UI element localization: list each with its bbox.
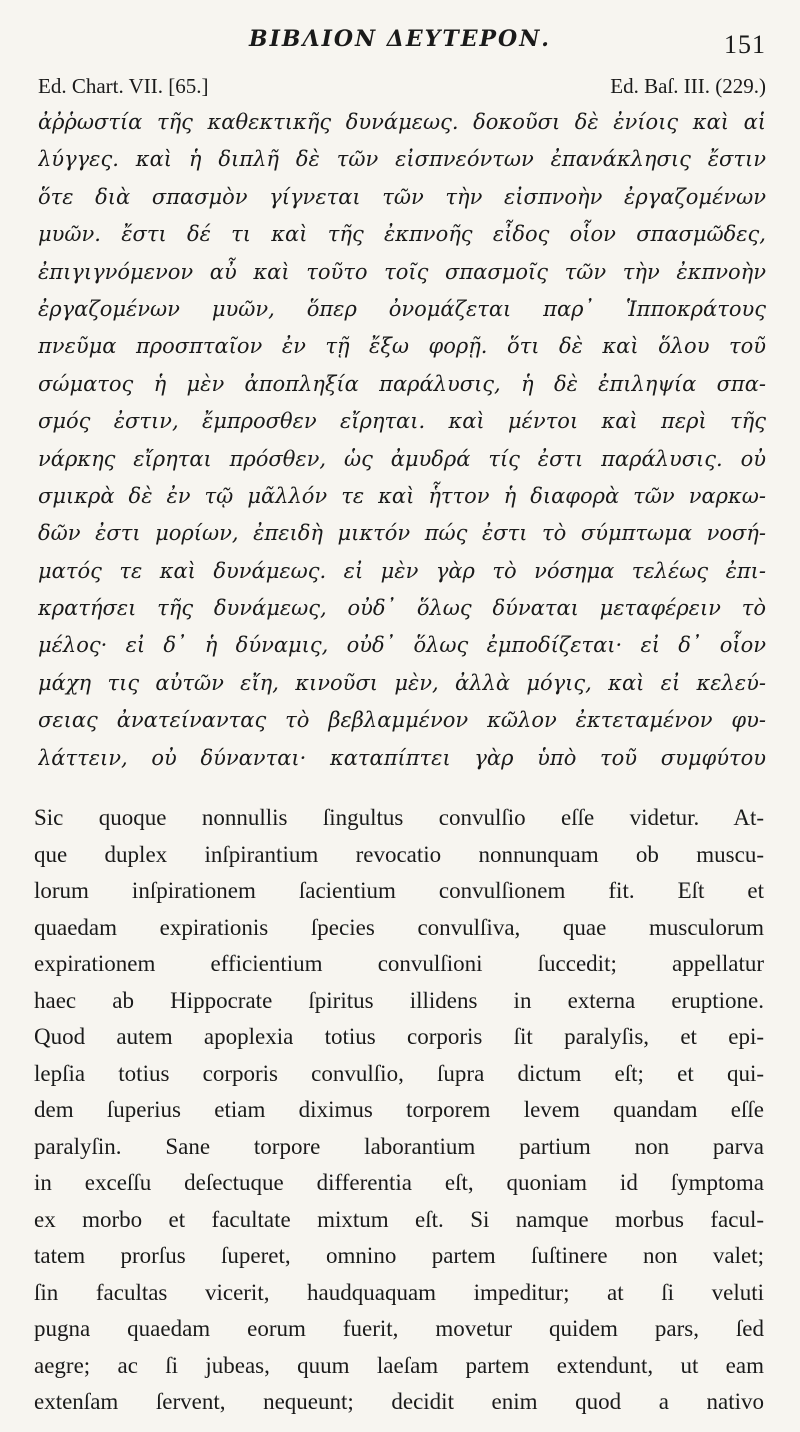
greek-line: ἐπιγιγνόμενον αὖ καὶ τοῦτο τοῖς σπασμοῖς τῶν τὴν ἐκπνοὴν [38,259,766,284]
latin-line: Quod autem apoplexia totius corporis ſit paralyſis, et epi- [34,1024,764,1049]
greek-line: νάρκης εἴρηται πρόσθεν, ὡς ἀμυδρά τίς ἐστι παράλυσις. οὐ [38,446,766,471]
running-head [0,26,800,62]
greek-line: ματός τε καὶ δυνάμεως. εἰ μὲν γὰρ τὸ νόσημα τελέως ἐπι- [38,558,766,583]
greek-line: ὅτε διὰ σπασμὸν γίγνεται τῶν τὴν εἰσπνοὴν ἐργαζομένων [38,184,766,209]
latin-line: que duplex inſpirantium revocatio nonnunquam ob muscu- [34,841,764,867]
latin-line: lorum inſpirationem ſacientium convulſionem fit. Eſt et [34,878,764,903]
page-number: 151 [724,30,766,59]
edition-reference-chart: Ed. Chart. VII. [65.] [38,74,209,98]
greek-line: μάχη τις αὐτῶν εἴη, κινοῦσι μὲν, ἀλλὰ μόγις, καὶ εἰ κελεύ- [38,670,766,695]
latin-line: expirationem efficientium convulſioni ſuccedit; appellatur [34,951,764,976]
latin-line: pugna quaedam eorum fuerit, movetur quidem pars, ſed [34,1316,764,1341]
edition-reference-line [38,74,766,102]
greek-line: πνεῦμα προσπταῖον ἐν τῇ ἔξω φορῇ. ὅτι δὲ καὶ ὅλου τοῦ [38,334,766,359]
latin-line: dem ſuperius etiam diximus torporem levem quandam eſſe [34,1097,764,1122]
latin-line: lepſia totius corporis convulſio, ſupra dictum eſt; et qui- [34,1060,764,1086]
latin-line: quaedam expirationis ſpecies convulſiva, quae musculorum [34,914,764,940]
greek-line: σμικρὰ δὲ ἐν τῷ μᾶλλόν τε καὶ ἧττον ἡ διαφορὰ τῶν ναρκω- [38,483,766,508]
greek-line: κρατήσει τῆς δυνάμεως, οὐδ᾽ ὅλως δύναται μεταφέρειν τὸ [38,596,766,621]
latin-translation-block [34,800,764,1421]
greek-line: ἐργαζομένων μυῶν, ὅπερ ὀνομάζεται παρ᾽ Ἱπποκράτους [38,296,766,321]
greek-line: μέλος· εἰ δ᾽ ἡ δύναμις, οὐδ᾽ ὅλως ἐμποδίζεται· εἰ δ᾽ οἷον [38,633,766,658]
latin-line: extenſam ſervent, nequeunt; decidit enim quod a nativo [34,1389,764,1414]
greek-line: σώματος ἡ μὲν ἀποπληξία παράλυσις, ἡ δὲ ἐπιληψία σπα- [38,371,766,396]
greek-line: λύγγες. καὶ ἡ διπλῆ δὲ τῶν εἰσπνεόντων ἐπανάκλησις ἔστιν [38,147,766,172]
greek-text-block [38,104,766,777]
latin-line: haec ab Hippocrate ſpiritus illidens in externa eruptione. [34,987,764,1013]
greek-line: σειας ἀνατείναντας τὸ βεβλαμμένον κῶλον ἐκτεταμένον φυ- [38,708,766,733]
edition-reference-basel: Ed. Baſ. III. (229.) [610,74,766,98]
greek-line: σμός ἐστιν, ἔμπροσθεν εἴρηται. καὶ μέντοι καὶ περὶ τῆς [38,409,766,434]
latin-line: aegre; ac ſi jubeas, quum laeſam partem extendunt, ut eam [34,1352,764,1378]
running-title: ΒΙΒΛΙΟΝ ΔΕΥΤΕΡΟΝ. [249,26,551,52]
greek-line: δῶν ἐστι μορίων, ἐπειδὴ μικτόν πώς ἐστι τὸ σύμπτωμα νοσή- [38,521,766,546]
greek-line: λάττειν, οὐ δύνανται· καταπίπτει γὰρ ὑπὸ τοῦ συμφύτου [38,745,766,770]
greek-line: ἀῤῥωστία τῆς καθεκτικῆς δυνάμεως. δοκοῦσι δὲ ἐνίοις καὶ αἱ [38,110,766,134]
greek-line: μυῶν. ἔστι δέ τι καὶ τῆς ἐκπνοῆς εἶδος οἷον σπασμῶδες, [38,222,766,247]
latin-line: ex morbo et facultate mixtum eſt. Si namque morbus facul- [34,1206,764,1232]
latin-line: paralyſin. Sane torpore laborantium partium non parva [34,1133,764,1159]
latin-line: ſin facultas vicerit, haudquaquam impeditur; at ſi veluti [34,1279,764,1305]
latin-line: in exceſſu deſectuque differentia eſt, quoniam id ſymptoma [34,1170,764,1195]
latin-line: tatem prorſus ſuperet, omnino partem ſuſtinere non valet; [34,1243,764,1268]
latin-line: Sic quoque nonnullis ſingultus convulſio eſſe videtur. At- [34,805,764,830]
